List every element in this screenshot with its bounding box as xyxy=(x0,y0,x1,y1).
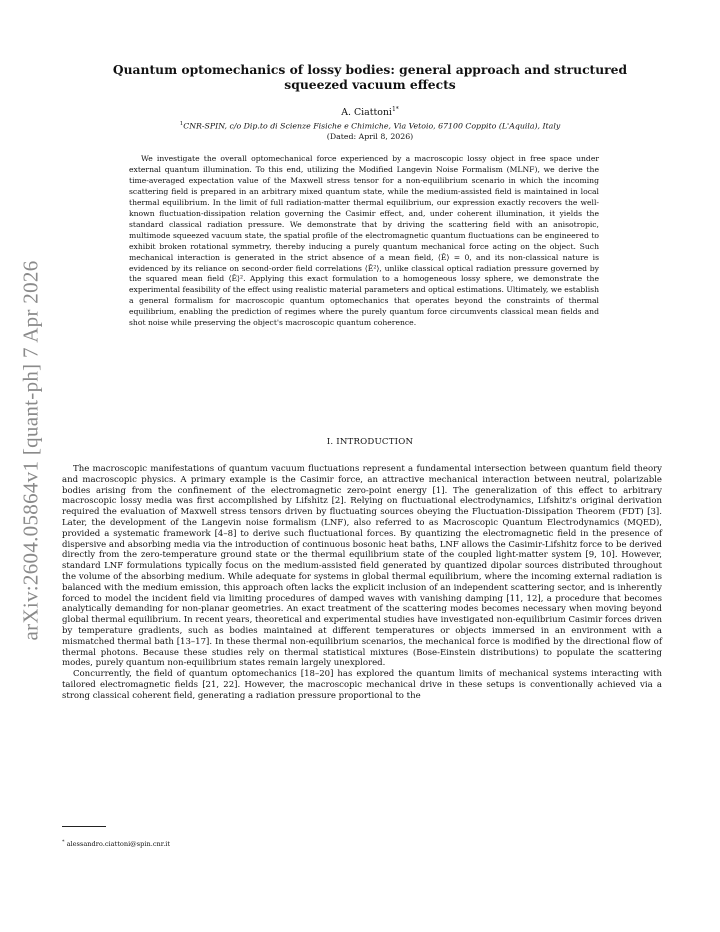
footnote-email-link[interactable]: alessandro.ciattoni@spin.cnr.it xyxy=(66,840,171,849)
affiliation-line xyxy=(80,121,660,131)
arxiv-identifier: arXiv:2604.05864v1 [quant-ph] 7 Apr 2026 xyxy=(18,259,43,641)
arxiv-identifier-sidebar xyxy=(10,250,52,650)
author-line xyxy=(80,106,660,118)
footnote-rule xyxy=(62,826,106,827)
footnote-mark: * xyxy=(62,839,65,845)
affiliation: CNR-SPIN, c/o Dip.to di Scienze Fisiche e Chimiche, Via Vetoio, 67100 Coppito (L'Aquila), Italy xyxy=(183,121,561,131)
affiliation-mark: 1 xyxy=(179,121,184,127)
paragraph: The macroscopic manifestations of quantum vacuum fluctuations represent a fundamental intersection between quantum field theory and macroscopic physics. A primary example is the Casimir force, an attractive mechanical interaction between neutral, polarizable bodies arising from the confinement of the electromagnetic zero-point energy [1]. The generalization of this effect to arbitrary macroscopic lossy media was first accomplished by Lifshitz [2]. Relying on fluctuational electrodynamics, Lifshitz's original derivation required the evaluation of Maxwell stress tensors driven by fluctuating sources obeying the Fluctuation-Dissipation Theorem (FDT) [3]. Later, the development of the Langevin noise formalism (LNF), also referred to as Macroscopic Quantum Electrodynamics (MQED), provided a systematic framework [4–8] to derive such fluctuational forces. By quantizing the electromagnetic field in the presence of dispersive and absorbing media via the introduction of continuous bosonic heat baths, LNF allows the Casimir-Lifshitz force to be derived directly from the zero-temperature ground state or the thermal equilibrium state of the coupled light-matter system [9, 10]. However, standard LNF formulations typically focus on the medium-assisted field generated by quantized dipolar sources distributed throughout the volume of the absorbing medium. While adequate for systems in global thermal equilibrium, where the incoming external radiation is balanced with the medium emission, this approach often lacks the explicit inclusion of an independent scattering sector, and is inherently forced to model the incident field via limiting procedures of damped waves with vanishing damping [11, 12], a procedure that becomes analytically demanding for non-planar geometries. An exact treatment of the scattering modes becomes necessary when moving beyond global thermal equilibrium. In recent years, theoretical and experimental studies have investigated non-equilibrium Casimir forces driven by temperature gradients, such as bodies maintained at different temperatures or objects immersed in an environment with a mismatched thermal bath [13–17]. In these thermal non-equilibrium scenarios, the mechanical force is modified by the directional flow of thermal photons. Because these studies rely on thermal statistical mixtures (Bose-Einstein distributions) to populate the scattering modes, purely quantum non-equilibrium states remain largely unexplored. xyxy=(62,464,662,669)
paragraph: Concurrently, the field of quantum optomechanics [18–20] has explored the quantum limits of mechanical systems interacting with tailored electromagnetic fields [21, 22]. However, the macroscopic mechanical drive in these setups is conventionally achieved via a strong classical coherent field, generating a radiation pressure proportional to the xyxy=(62,669,662,701)
date-line: (Dated: April 8, 2026) xyxy=(326,132,414,141)
author-marks: 1* xyxy=(391,106,399,113)
author-name: A. Ciattoni xyxy=(341,107,392,119)
footnote xyxy=(62,839,170,848)
paper-title: Quantum optomechanics of lossy bodies: general approach and structured squeezed vacuum effects xyxy=(112,62,628,92)
abstract: We investigate the overall optomechanical force experienced by a macroscopic lossy object in free space under external quantum illumination. To this end, utilizing the Modified Langevin Noise Formalism (MLNF), we derive the time-averaged expectation value of the Maxwell stress tensor for a non-equilibrium scenario in which the incoming scattering field is prepared in an arbitrary mixed quantum state, while the medium-assisted field is maintained in local thermal equilibrium. In the limit of full radiation-matter thermal equilibrium, our expression exactly recovers the well-known fluctuation-dissipation relation governing the Casimir effect, and, under coherent illumination, it yields the standard classical radiation pressure. We demonstrate that by driving the scattering field with an anisotropic, multimode squeezed vacuum state, the spatial profile of the electromagnetic quantum fluctuations can be engineered to exhibit broken rotational symmetry, thereby inducing a purely quantum mechanical force acting on the object. Such mechanical interaction is generated in the strict absence of a mean field, ⟨Ê⟩ = 0, and its non-classical nature is evidenced by its reliance on second-order field correlations ⟨Ê²⟩, unlike classical optical radiation pressure governed by the squared mean field ⟨Ê⟩². Applying this exact formulation to a homogeneous lossy sphere, we demonstrate the experimental feasibility of the effect using realistic material parameters and optical estimations. Ultimately, we establish a general formalism for macroscopic quantum optomechanics that operates beyond the constraints of thermal equilibrium, enabling the prediction of regimes where the purely quantum force circumvents classical mean fields and shot noise while preserving the object's macroscopic quantum coherence. xyxy=(129,154,599,328)
section-heading-introduction: I. INTRODUCTION xyxy=(326,437,414,447)
introduction-body xyxy=(62,464,662,702)
